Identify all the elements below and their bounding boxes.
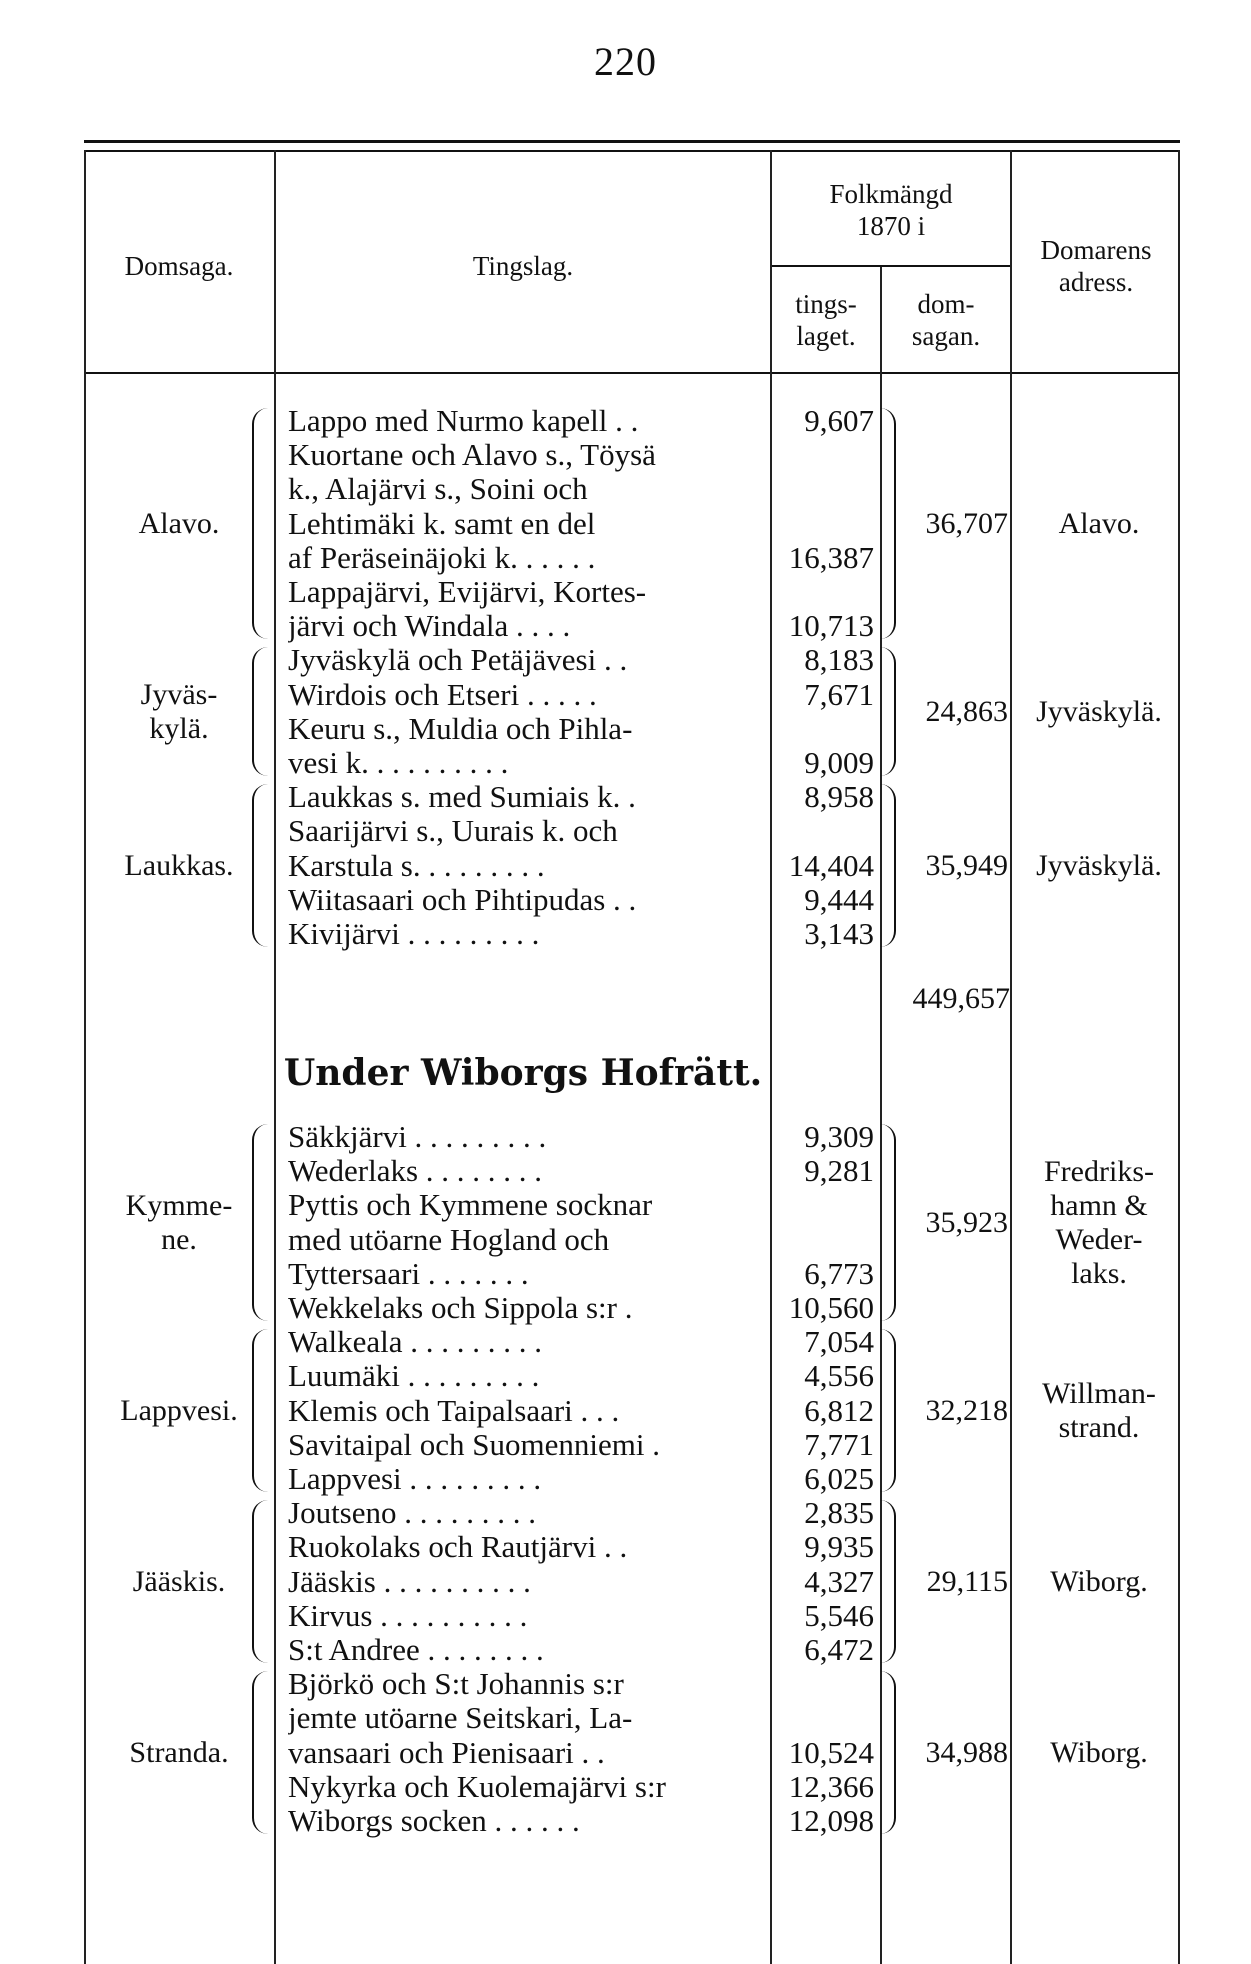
domsaga-name-line: Lappvesi. <box>120 1393 238 1427</box>
table-row <box>0 1667 1251 1701</box>
table-subheader-rule <box>84 372 1180 374</box>
domsaga-name <box>84 1736 274 1770</box>
domarens-adress <box>1014 1565 1184 1599</box>
tingslag-text: Wiitasaari och Pihtipudas . . <box>288 882 637 917</box>
tingslag-text: Joutseno . . . . . . . . . <box>288 1496 536 1531</box>
tingslag-text: Luumäki . . . . . . . . . <box>288 1359 540 1394</box>
table-row <box>0 1120 1251 1154</box>
tingslag-text: Ruokolaks och Rautjärvi . . <box>288 1530 628 1565</box>
tingslaget-value: 9,607 <box>804 403 874 438</box>
tingslaget-value: 7,054 <box>804 1324 874 1360</box>
table-row <box>0 1701 1251 1735</box>
tingslag-text: Jääskis . . . . . . . . . . <box>288 1564 531 1599</box>
tingslag-text: vansaari och Pienisaari . . <box>288 1735 605 1770</box>
tingslag-text: Jyväskylä och Petäjävesi . . <box>288 643 628 678</box>
tingslaget-value: 16,387 <box>788 539 874 575</box>
tingslaget-value: 9,009 <box>804 745 874 780</box>
tingslag-text: vesi k. . . . . . . . . . <box>288 746 509 780</box>
tingslag-text: Lehtimäki k. samt en del <box>288 506 596 541</box>
tingslag-text: Laukkas s. med Sumiais k. . <box>288 780 636 815</box>
tingslaget-value: 6,025 <box>804 1461 874 1496</box>
tingslaget-value: 9,935 <box>804 1529 874 1565</box>
domarens-adress-line: Willman- <box>1042 1376 1156 1410</box>
tingslaget-value: 10,560 <box>788 1290 874 1325</box>
table-row <box>0 883 1251 917</box>
domsaga-name-line: ne. <box>161 1222 197 1256</box>
tingslaget-value: 2,835 <box>804 1495 874 1531</box>
domsaga-name <box>84 507 274 541</box>
table-header-rule <box>84 150 1180 152</box>
domsaga-name-line: kylä. <box>149 711 209 745</box>
tingslag-text: Kivijärvi . . . . . . . . . <box>288 917 540 951</box>
tingslaget-value: 6,773 <box>804 1255 874 1291</box>
table-row <box>0 814 1251 848</box>
grand-total: 449,657 <box>912 982 1010 1015</box>
table-row <box>0 1633 1251 1667</box>
tingslaget-value: 10,524 <box>788 1734 874 1770</box>
table-row <box>0 1804 1251 1838</box>
tingslaget-value: 14,404 <box>788 847 874 883</box>
tingslag-text: Savitaipal och Suomenniemi . <box>288 1427 660 1462</box>
tingslag-text: Wiborgs socken . . . . . . <box>288 1804 580 1838</box>
domarens-adress-line: Alavo. <box>1058 506 1140 540</box>
table-row <box>0 1462 1251 1496</box>
header-tingslaget-line2: laget. <box>796 321 856 351</box>
tingslag-text: Björkö och S:t Johannis s:r <box>288 1667 624 1702</box>
tingslag-text: Saarijärvi s., Uurais k. och <box>288 814 618 849</box>
tingslaget-value: 6,812 <box>804 1392 874 1428</box>
domsaga-name <box>84 1189 274 1257</box>
tingslaget-value: 12,366 <box>788 1768 874 1804</box>
header-adress-line2: adress. <box>1058 267 1134 297</box>
domarens-adress <box>1014 1155 1184 1291</box>
tingslag-text: S:t Andree . . . . . . . . <box>288 1633 544 1667</box>
table-row <box>0 1291 1251 1325</box>
table-row <box>0 1325 1251 1359</box>
group-brace-right <box>876 784 896 947</box>
domarens-adress-line: laks. <box>1071 1256 1127 1290</box>
group-brace-right <box>876 1500 896 1663</box>
tingslag-text: Tyttersaari . . . . . . . <box>288 1256 529 1291</box>
domarens-adress-line: Weder- <box>1055 1222 1143 1256</box>
tingslag-text: Kuortane och Alavo s., Töysä <box>288 438 656 473</box>
tingslaget-value: 4,556 <box>804 1358 874 1394</box>
domarens-adress <box>1014 849 1184 883</box>
header-tingslag: Tingslag. <box>472 251 574 281</box>
tingslag-text: Walkeala . . . . . . . . . <box>288 1325 543 1360</box>
domarens-adress-line: strand. <box>1058 1410 1140 1444</box>
domsagan-total: 32,218 <box>925 1393 1008 1427</box>
table-row <box>0 541 1251 575</box>
table-row <box>0 438 1251 472</box>
tingslaget-value: 12,098 <box>788 1803 874 1838</box>
group-brace-right <box>876 1329 896 1492</box>
domarens-adress-line: hamn & <box>1050 1188 1148 1222</box>
table-row <box>0 1496 1251 1530</box>
tingslag-text: Pyttis och Kymmene socknar <box>288 1188 653 1223</box>
header-domsagan-line1: dom- <box>917 289 975 319</box>
domsagan-total: 35,923 <box>925 1205 1008 1239</box>
tingslag-text: Nykyrka och Kuolemajärvi s:r <box>288 1769 666 1804</box>
table-row <box>0 1770 1251 1804</box>
domsaga-name-line: Jyväs- <box>140 677 218 711</box>
domsagan-total: 35,949 <box>925 848 1008 882</box>
domsaga-name-line: Stranda. <box>129 1735 229 1769</box>
table-row <box>0 917 1251 951</box>
table-row <box>0 575 1251 609</box>
tingslaget-value: 8,958 <box>804 779 874 815</box>
domarens-adress-line: Wiborg. <box>1050 1564 1148 1598</box>
table-row <box>0 643 1251 677</box>
domsagan-total: 24,863 <box>925 694 1008 728</box>
domsaga-name <box>84 1394 274 1428</box>
tingslaget-value: 9,444 <box>804 881 874 917</box>
domarens-adress-line: Fredriks- <box>1044 1154 1154 1188</box>
table-row <box>0 609 1251 643</box>
group-brace-right <box>876 647 896 776</box>
tingslag-text: järvi och Windala . . . . <box>288 609 571 644</box>
tingslag-text: Wekkelaks och Sippola s:r . <box>288 1291 633 1325</box>
tingslaget-value: 7,671 <box>804 676 874 712</box>
table-top-rule <box>84 140 1180 143</box>
group-brace-right <box>876 1671 896 1834</box>
header-folkmangd-line2: 1870 i <box>856 211 926 241</box>
domarens-adress <box>1014 507 1184 541</box>
tingslag-text: Karstula s. . . . . . . . . <box>288 848 545 883</box>
tingslaget-value: 9,309 <box>804 1119 874 1154</box>
header-tingslaget-line1: tings- <box>795 289 857 319</box>
header-domsaga: Domsaga. <box>124 251 234 281</box>
table-row <box>0 404 1251 438</box>
table-row <box>0 472 1251 506</box>
domarens-adress <box>1014 1377 1184 1445</box>
header-tingslaget <box>772 288 880 352</box>
domsaga-name <box>84 678 274 746</box>
domsagan-total: 34,988 <box>925 1735 1008 1769</box>
tingslaget-value: 7,771 <box>804 1426 874 1462</box>
folkmangd-split-rule <box>770 265 1010 267</box>
table-row <box>0 746 1251 780</box>
table-row <box>0 1599 1251 1633</box>
domsagan-total: 29,115 <box>926 1564 1008 1598</box>
domarens-adress <box>1014 1736 1184 1770</box>
domsaga-name-line: Kymme- <box>125 1188 233 1222</box>
tingslag-text: Wirdois och Etseri . . . . . <box>288 677 597 712</box>
tingslag-text: jemte utöarne Seitskari, La- <box>288 1701 633 1736</box>
domarens-adress <box>1014 695 1184 729</box>
tingslag-text: Lappvesi . . . . . . . . . <box>288 1462 542 1496</box>
domsaga-name-line: Laukkas. <box>124 848 234 882</box>
header-adress-line1: Domarens <box>1040 235 1152 265</box>
tingslaget-value: 6,472 <box>804 1632 874 1667</box>
table-row <box>0 780 1251 814</box>
tingslag-text: Lappo med Nurmo kapell . . <box>288 404 639 438</box>
tingslaget-value: 9,281 <box>804 1153 874 1189</box>
tingslag-text: Lappajärvi, Evijärvi, Kortes- <box>288 575 647 609</box>
group-brace-right <box>876 1124 896 1321</box>
group-brace-right <box>876 408 896 639</box>
domsaga-name-line: Jääskis. <box>132 1564 226 1598</box>
header-folkmangd-line1: Folkmängd <box>829 179 953 209</box>
section-heading: Under Wiborgs Hofrätt. <box>283 1052 763 1094</box>
table-row <box>0 1530 1251 1564</box>
domarens-adress-line: Jyväskylä. <box>1036 694 1162 728</box>
page-number: 220 <box>594 39 657 84</box>
domsagan-total: 36,707 <box>925 506 1008 540</box>
header-adress <box>1012 234 1180 298</box>
header-domsagan <box>882 288 1010 352</box>
domsaga-name <box>84 849 274 883</box>
domarens-adress-line: Wiborg. <box>1050 1735 1148 1769</box>
tingslaget-value: 10,713 <box>788 608 874 644</box>
tingslaget-value: 8,183 <box>804 642 874 678</box>
header-folkmangd <box>772 178 1010 242</box>
tingslag-text: Kirvus . . . . . . . . . . <box>288 1598 528 1633</box>
tingslag-text: Wederlaks . . . . . . . . <box>288 1154 543 1189</box>
tingslaget-value: 4,327 <box>804 1563 874 1599</box>
tingslag-text: Keuru s., Muldia och Pihla- <box>288 711 633 746</box>
tingslag-text: af Peräseinäjoki k. . . . . . <box>288 540 596 575</box>
tingslag-text: med utöarne Hogland och <box>288 1222 610 1257</box>
header-domsagan-line2: sagan. <box>911 321 981 351</box>
domsaga-name-line: Alavo. <box>138 506 220 540</box>
tingslaget-value: 3,143 <box>804 916 874 951</box>
tingslag-text: k., Alajärvi s., Soini och <box>288 472 588 507</box>
tingslaget-value: 5,546 <box>804 1597 874 1633</box>
tingslag-text: Klemis och Taipalsaari . . . <box>288 1393 620 1428</box>
domarens-adress-line: Jyväskylä. <box>1036 848 1162 882</box>
tingslag-text: Säkkjärvi . . . . . . . . . <box>288 1120 547 1154</box>
domsaga-name <box>84 1565 274 1599</box>
